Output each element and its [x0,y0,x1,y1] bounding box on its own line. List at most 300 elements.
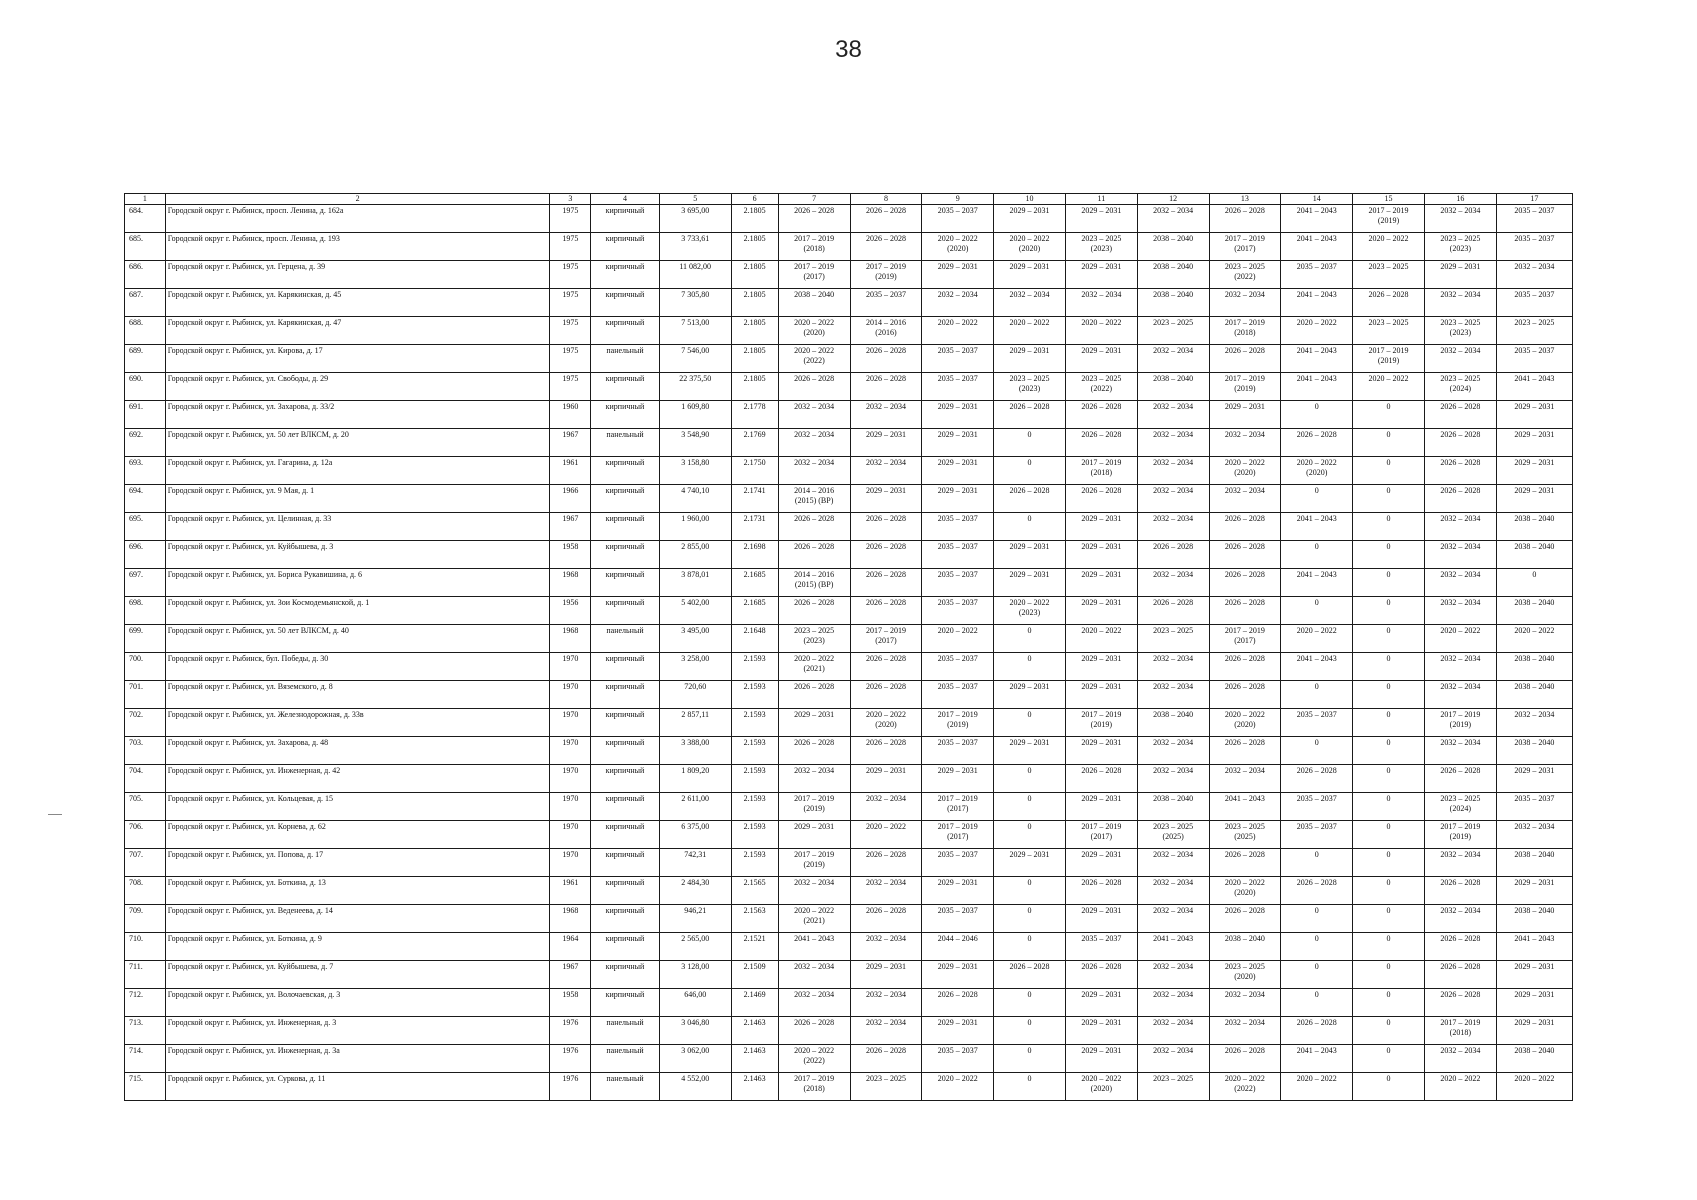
period-col-16-cell: 2026 – 2028 [1424,765,1496,793]
wall-material-cell: кирпичный [591,569,660,597]
period-col-17-cell: 2020 – 2022 [1496,625,1572,653]
wall-material-cell: кирпичный [591,373,660,401]
period-col-9-cell: 2020 – 2022 (2020) [922,233,994,261]
period-col-10-cell: 2029 – 2031 [994,261,1066,289]
build-year-cell: 1961 [550,457,591,485]
build-year-cell: 1976 [550,1045,591,1073]
period-col-14-cell: 2035 – 2037 [1281,261,1353,289]
period-col-11-cell: 2020 – 2022 [1065,625,1137,653]
period-col-10-cell: 2023 – 2025 (2023) [994,373,1066,401]
period-col-12-cell: 2032 – 2034 [1137,345,1209,373]
period-col-7-cell: 2023 – 2025 (2023) [778,625,850,653]
table-row [125,765,1573,793]
page-number: 38 [835,36,862,63]
build-year-cell: 1970 [550,849,591,877]
build-year-cell: 1970 [550,737,591,765]
period-col-7-cell: 2017 – 2019 (2019) [778,849,850,877]
period-col-8-cell: 2035 – 2037 [850,289,922,317]
period-col-8-cell: 2026 – 2028 [850,345,922,373]
period-col-10-cell: 0 [994,457,1066,485]
period-col-11-cell: 2026 – 2028 [1065,485,1137,513]
period-col-10-cell: 2026 – 2028 [994,401,1066,429]
address-cell: Городской округ г. Рыбинск, ул. Герцена, д. 39 [165,261,550,289]
table-row [125,597,1573,625]
total-area-cell: 7 305,80 [659,289,731,317]
period-col-8-cell: 2029 – 2031 [850,485,922,513]
period-col-7-cell: 2017 – 2019 (2017) [778,261,850,289]
period-col-8-cell: 2026 – 2028 [850,737,922,765]
period-col-12-cell: 2032 – 2034 [1137,905,1209,933]
build-year-cell: 1975 [550,289,591,317]
address-cell: Городской округ г. Рыбинск, ул. Вяземского, д. 8 [165,681,550,709]
period-col-8-cell: 2026 – 2028 [850,681,922,709]
period-col-16-cell: 2032 – 2034 [1424,569,1496,597]
total-area-cell: 3 158,80 [659,457,731,485]
period-col-7-cell: 2026 – 2028 [778,737,850,765]
period-col-11-cell: 2023 – 2025 (2023) [1065,233,1137,261]
build-year-cell: 1975 [550,373,591,401]
total-area-cell: 1 960,00 [659,513,731,541]
period-col-12-cell: 2038 – 2040 [1137,261,1209,289]
period-col-9-cell: 2029 – 2031 [922,765,994,793]
period-col-16-cell: 2017 – 2019 (2019) [1424,821,1496,849]
wall-material-cell: кирпичный [591,961,660,989]
address-cell: Городской округ г. Рыбинск, ул. Кольцевая, д. 15 [165,793,550,821]
period-col-10-cell: 0 [994,793,1066,821]
address-cell: Городской округ г. Рыбинск, ул. Боткина, д. 13 [165,877,550,905]
cost-coefficient-cell: 2.1593 [731,821,778,849]
period-col-8-cell: 2032 – 2034 [850,1017,922,1045]
period-col-12-cell: 2032 – 2034 [1137,485,1209,513]
period-col-17-cell: 2038 – 2040 [1496,737,1572,765]
period-col-14-cell: 0 [1281,989,1353,1017]
wall-material-cell: кирпичный [591,905,660,933]
address-cell: Городской округ г. Рыбинск, ул. 9 Мая, д. 1 [165,485,550,513]
row-number-cell: 700. [125,653,166,681]
cost-coefficient-cell: 2.1685 [731,597,778,625]
period-col-10-cell: 2020 – 2022 (2020) [994,233,1066,261]
address-cell: Городской округ г. Рыбинск, ул. Карякинская, д. 47 [165,317,550,345]
period-col-15-cell: 2017 – 2019 (2019) [1353,345,1425,373]
row-number-cell: 712. [125,989,166,1017]
period-col-14-cell: 2035 – 2037 [1281,709,1353,737]
cost-coefficient-cell: 2.1778 [731,401,778,429]
period-col-9-cell: 2029 – 2031 [922,485,994,513]
period-col-17-cell: 2029 – 2031 [1496,485,1572,513]
period-col-11-cell: 2020 – 2022 [1065,317,1137,345]
cost-coefficient-cell: 2.1805 [731,289,778,317]
period-col-7-cell: 2041 – 2043 [778,933,850,961]
period-col-16-cell: 2023 – 2025 (2024) [1424,793,1496,821]
period-col-15-cell: 2017 – 2019 (2019) [1353,205,1425,233]
table-row [125,233,1573,261]
period-col-16-cell: 2032 – 2034 [1424,513,1496,541]
period-col-14-cell: 0 [1281,849,1353,877]
period-col-8-cell: 2026 – 2028 [850,905,922,933]
period-col-8-cell: 2026 – 2028 [850,597,922,625]
cost-coefficient-cell: 2.1593 [731,737,778,765]
period-col-17-cell: 2038 – 2040 [1496,681,1572,709]
total-area-cell: 1 609,80 [659,401,731,429]
build-year-cell: 1970 [550,793,591,821]
total-area-cell: 4 740,10 [659,485,731,513]
address-cell: Городской округ г. Рыбинск, ул. Боткина, д. 9 [165,933,550,961]
period-col-7-cell: 2032 – 2034 [778,877,850,905]
wall-material-cell: кирпичный [591,653,660,681]
table-row [125,1045,1573,1073]
period-col-14-cell: 2026 – 2028 [1281,429,1353,457]
period-col-13-cell: 2032 – 2034 [1209,289,1281,317]
address-cell: Городской округ г. Рыбинск, ул. Гагарина, д. 12а [165,457,550,485]
wall-material-cell: панельный [591,429,660,457]
period-col-12-cell: 2038 – 2040 [1137,709,1209,737]
row-number-cell: 709. [125,905,166,933]
period-col-13-cell: 2017 – 2019 (2017) [1209,625,1281,653]
table-row [125,485,1573,513]
period-col-11-cell: 2026 – 2028 [1065,401,1137,429]
period-col-16-cell: 2023 – 2025 (2024) [1424,373,1496,401]
period-col-10-cell: 0 [994,877,1066,905]
period-col-16-cell: 2026 – 2028 [1424,961,1496,989]
period-col-15-cell: 2026 – 2028 [1353,289,1425,317]
period-col-8-cell: 2014 – 2016 (2016) [850,317,922,345]
period-col-15-cell: 0 [1353,513,1425,541]
period-col-14-cell: 0 [1281,905,1353,933]
period-col-9-cell: 2035 – 2037 [922,1045,994,1073]
period-col-17-cell: 2029 – 2031 [1496,1017,1572,1045]
cost-coefficient-cell: 2.1463 [731,1073,778,1101]
table-row [125,205,1573,233]
table-row [125,541,1573,569]
period-col-7-cell: 2017 – 2019 (2018) [778,233,850,261]
period-col-17-cell: 2041 – 2043 [1496,933,1572,961]
period-col-14-cell: 0 [1281,933,1353,961]
period-col-14-cell: 2041 – 2043 [1281,1045,1353,1073]
period-col-7-cell: 2020 – 2022 (2022) [778,345,850,373]
wall-material-cell: кирпичный [591,793,660,821]
period-col-11-cell: 2026 – 2028 [1065,765,1137,793]
period-col-10-cell: 0 [994,989,1066,1017]
period-col-7-cell: 2029 – 2031 [778,709,850,737]
period-col-12-cell: 2041 – 2043 [1137,933,1209,961]
total-area-cell: 2 484,30 [659,877,731,905]
period-col-11-cell: 2029 – 2031 [1065,569,1137,597]
table-row [125,625,1573,653]
wall-material-cell: кирпичный [591,709,660,737]
period-col-14-cell: 0 [1281,597,1353,625]
period-col-16-cell: 2023 – 2025 (2023) [1424,317,1496,345]
column-header: 3 [550,194,591,205]
period-col-8-cell: 2032 – 2034 [850,457,922,485]
table-row [125,793,1573,821]
total-area-cell: 3 495,00 [659,625,731,653]
column-header: 14 [1281,194,1353,205]
period-col-13-cell: 2020 – 2022 (2020) [1209,877,1281,905]
address-cell: Городской округ г. Рыбинск, ул. 50 лет ВЛКСМ, д. 20 [165,429,550,457]
period-col-10-cell: 2029 – 2031 [994,849,1066,877]
period-col-9-cell: 2035 – 2037 [922,345,994,373]
table-row [125,849,1573,877]
period-col-11-cell: 2029 – 2031 [1065,681,1137,709]
period-col-17-cell: 2038 – 2040 [1496,513,1572,541]
period-col-13-cell: 2032 – 2034 [1209,765,1281,793]
period-col-11-cell: 2020 – 2022 (2020) [1065,1073,1137,1101]
period-col-12-cell: 2032 – 2034 [1137,653,1209,681]
period-col-11-cell: 2017 – 2019 (2018) [1065,457,1137,485]
period-col-13-cell: 2032 – 2034 [1209,989,1281,1017]
period-col-16-cell: 2023 – 2025 (2023) [1424,233,1496,261]
period-col-16-cell: 2032 – 2034 [1424,849,1496,877]
period-col-8-cell: 2026 – 2028 [850,205,922,233]
period-col-8-cell: 2032 – 2034 [850,793,922,821]
cost-coefficient-cell: 2.1593 [731,765,778,793]
cost-coefficient-cell: 2.1593 [731,709,778,737]
period-col-7-cell: 2026 – 2028 [778,541,850,569]
period-col-8-cell: 2020 – 2022 (2020) [850,709,922,737]
period-col-7-cell: 2020 – 2022 (2022) [778,1045,850,1073]
row-number-cell: 685. [125,233,166,261]
row-number-cell: 704. [125,765,166,793]
table-row [125,961,1573,989]
build-year-cell: 1958 [550,541,591,569]
period-col-8-cell: 2023 – 2025 [850,1073,922,1101]
address-cell: Городской округ г. Рыбинск, ул. Суркова, д. 11 [165,1073,550,1101]
period-col-15-cell: 0 [1353,1073,1425,1101]
period-col-11-cell: 2029 – 2031 [1065,653,1137,681]
wall-material-cell: кирпичный [591,821,660,849]
table-row [125,513,1573,541]
row-number-cell: 692. [125,429,166,457]
period-col-14-cell: 2041 – 2043 [1281,653,1353,681]
period-col-7-cell: 2026 – 2028 [778,373,850,401]
period-col-7-cell: 2020 – 2022 (2021) [778,653,850,681]
wall-material-cell: кирпичный [591,877,660,905]
cost-coefficient-cell: 2.1805 [731,261,778,289]
cost-coefficient-cell: 2.1805 [731,205,778,233]
period-col-10-cell: 2026 – 2028 [994,961,1066,989]
build-year-cell: 1970 [550,765,591,793]
build-year-cell: 1975 [550,205,591,233]
period-col-16-cell: 2017 – 2019 (2019) [1424,709,1496,737]
wall-material-cell: панельный [591,1017,660,1045]
row-number-cell: 687. [125,289,166,317]
period-col-13-cell: 2026 – 2028 [1209,569,1281,597]
table-row [125,821,1573,849]
address-cell: Городской округ г. Рыбинск, ул. Куйбышева, д. 7 [165,961,550,989]
table-row [125,709,1573,737]
total-area-cell: 7 546,00 [659,345,731,373]
total-area-cell: 742,31 [659,849,731,877]
period-col-17-cell: 2035 – 2037 [1496,289,1572,317]
column-header: 7 [778,194,850,205]
period-col-15-cell: 0 [1353,989,1425,1017]
address-cell: Городской округ г. Рыбинск, ул. Бориса Рукавишина, д. 6 [165,569,550,597]
period-col-13-cell: 2032 – 2034 [1209,1017,1281,1045]
period-col-12-cell: 2038 – 2040 [1137,289,1209,317]
column-header: 1 [125,194,166,205]
total-area-cell: 3 695,00 [659,205,731,233]
period-col-9-cell: 2035 – 2037 [922,205,994,233]
period-col-15-cell: 0 [1353,457,1425,485]
period-col-9-cell: 2035 – 2037 [922,905,994,933]
cost-coefficient-cell: 2.1805 [731,233,778,261]
period-col-12-cell: 2032 – 2034 [1137,737,1209,765]
period-col-10-cell: 2029 – 2031 [994,345,1066,373]
period-col-12-cell: 2038 – 2040 [1137,373,1209,401]
period-col-13-cell: 2032 – 2034 [1209,485,1281,513]
period-col-11-cell: 2026 – 2028 [1065,961,1137,989]
build-year-cell: 1970 [550,821,591,849]
period-col-12-cell: 2023 – 2025 (2025) [1137,821,1209,849]
period-col-15-cell: 0 [1353,485,1425,513]
period-col-14-cell: 2041 – 2043 [1281,233,1353,261]
period-col-11-cell: 2029 – 2031 [1065,793,1137,821]
period-col-14-cell: 2020 – 2022 [1281,317,1353,345]
period-col-9-cell: 2035 – 2037 [922,653,994,681]
column-header: 4 [591,194,660,205]
period-col-14-cell: 0 [1281,401,1353,429]
housing-repair-schedule-table [124,193,1573,1101]
period-col-11-cell: 2029 – 2031 [1065,737,1137,765]
row-number-cell: 688. [125,317,166,345]
period-col-10-cell: 0 [994,933,1066,961]
period-col-10-cell: 2020 – 2022 (2023) [994,597,1066,625]
total-area-cell: 3 258,00 [659,653,731,681]
period-col-17-cell: 2029 – 2031 [1496,457,1572,485]
wall-material-cell: кирпичный [591,289,660,317]
total-area-cell: 3 733,61 [659,233,731,261]
period-col-14-cell: 2020 – 2022 [1281,625,1353,653]
period-col-14-cell: 2020 – 2022 (2020) [1281,457,1353,485]
period-col-9-cell: 2029 – 2031 [922,457,994,485]
period-col-12-cell: 2038 – 2040 [1137,233,1209,261]
period-col-12-cell: 2032 – 2034 [1137,681,1209,709]
period-col-12-cell: 2032 – 2034 [1137,429,1209,457]
period-col-8-cell: 2017 – 2019 (2019) [850,261,922,289]
column-header: 15 [1353,194,1425,205]
address-cell: Городской округ г. Рыбинск, ул. Инженерная, д. 3а [165,1045,550,1073]
period-col-17-cell: 2029 – 2031 [1496,765,1572,793]
row-number-cell: 689. [125,345,166,373]
row-number-cell: 698. [125,597,166,625]
period-col-15-cell: 0 [1353,1017,1425,1045]
period-col-15-cell: 0 [1353,569,1425,597]
column-header: 11 [1065,194,1137,205]
period-col-13-cell: 2026 – 2028 [1209,513,1281,541]
period-col-13-cell: 2017 – 2019 (2017) [1209,233,1281,261]
period-col-7-cell: 2020 – 2022 (2020) [778,317,850,345]
wall-material-cell: кирпичный [591,541,660,569]
wall-material-cell: кирпичный [591,513,660,541]
period-col-14-cell: 2020 – 2022 [1281,1073,1353,1101]
address-cell: Городской округ г. Рыбинск, просп. Ленина, д. 193 [165,233,550,261]
period-col-9-cell: 2029 – 2031 [922,961,994,989]
build-year-cell: 1968 [550,905,591,933]
total-area-cell: 2 857,11 [659,709,731,737]
build-year-cell: 1961 [550,877,591,905]
build-year-cell: 1968 [550,569,591,597]
build-year-cell: 1967 [550,961,591,989]
period-col-8-cell: 2026 – 2028 [850,513,922,541]
period-col-14-cell: 2035 – 2037 [1281,821,1353,849]
wall-material-cell: кирпичный [591,849,660,877]
period-col-9-cell: 2029 – 2031 [922,261,994,289]
period-col-17-cell: 2032 – 2034 [1496,821,1572,849]
build-year-cell: 1967 [550,513,591,541]
period-col-13-cell: 2017 – 2019 (2019) [1209,373,1281,401]
period-col-16-cell: 2032 – 2034 [1424,737,1496,765]
address-cell: Городской округ г. Рыбинск, ул. Захарова, д. 33/2 [165,401,550,429]
table-row [125,261,1573,289]
period-col-8-cell: 2032 – 2034 [850,989,922,1017]
period-col-11-cell: 2029 – 2031 [1065,989,1137,1017]
build-year-cell: 1976 [550,1073,591,1101]
period-col-17-cell: 2038 – 2040 [1496,597,1572,625]
table-row [125,737,1573,765]
period-col-17-cell: 2038 – 2040 [1496,1045,1572,1073]
period-col-14-cell: 0 [1281,681,1353,709]
total-area-cell: 2 611,00 [659,793,731,821]
cost-coefficient-cell: 2.1805 [731,317,778,345]
period-col-15-cell: 0 [1353,877,1425,905]
address-cell: Городской округ г. Рыбинск, бул. Победы, д. 30 [165,653,550,681]
row-number-cell: 710. [125,933,166,961]
table-row [125,317,1573,345]
wall-material-cell: кирпичный [591,933,660,961]
wall-material-cell: кирпичный [591,261,660,289]
wall-material-cell: панельный [591,625,660,653]
address-cell: Городской округ г. Рыбинск, ул. 50 лет ВЛКСМ, д. 40 [165,625,550,653]
period-col-11-cell: 2029 – 2031 [1065,849,1137,877]
total-area-cell: 11 082,00 [659,261,731,289]
address-cell: Городской округ г. Рыбинск, ул. Веденеева, д. 14 [165,905,550,933]
cost-coefficient-cell: 2.1741 [731,485,778,513]
build-year-cell: 1966 [550,485,591,513]
period-col-13-cell: 2026 – 2028 [1209,849,1281,877]
period-col-10-cell: 2029 – 2031 [994,569,1066,597]
period-col-16-cell: 2032 – 2034 [1424,681,1496,709]
period-col-16-cell: 2032 – 2034 [1424,597,1496,625]
period-col-8-cell: 2029 – 2031 [850,429,922,457]
period-col-14-cell: 2041 – 2043 [1281,345,1353,373]
period-col-13-cell: 2029 – 2031 [1209,401,1281,429]
period-col-17-cell: 2032 – 2034 [1496,709,1572,737]
wall-material-cell: кирпичный [591,737,660,765]
period-col-10-cell: 2029 – 2031 [994,737,1066,765]
period-col-12-cell: 2032 – 2034 [1137,401,1209,429]
address-cell: Городской округ г. Рыбинск, ул. Инженерная, д. 42 [165,765,550,793]
period-col-17-cell: 2035 – 2037 [1496,793,1572,821]
row-number-cell: 707. [125,849,166,877]
period-col-17-cell: 2038 – 2040 [1496,905,1572,933]
period-col-15-cell: 0 [1353,401,1425,429]
period-col-7-cell: 2032 – 2034 [778,457,850,485]
row-number-cell: 701. [125,681,166,709]
table-row [125,345,1573,373]
cost-coefficient-cell: 2.1769 [731,429,778,457]
period-col-10-cell: 2029 – 2031 [994,205,1066,233]
row-number-cell: 686. [125,261,166,289]
total-area-cell: 4 552,00 [659,1073,731,1101]
row-number-cell: 694. [125,485,166,513]
period-col-17-cell: 2023 – 2025 [1496,317,1572,345]
period-col-13-cell: 2023 – 2025 (2020) [1209,961,1281,989]
period-col-13-cell: 2026 – 2028 [1209,205,1281,233]
period-col-10-cell: 2026 – 2028 [994,485,1066,513]
period-col-13-cell: 2026 – 2028 [1209,681,1281,709]
period-col-16-cell: 2032 – 2034 [1424,541,1496,569]
period-col-8-cell: 2017 – 2019 (2017) [850,625,922,653]
